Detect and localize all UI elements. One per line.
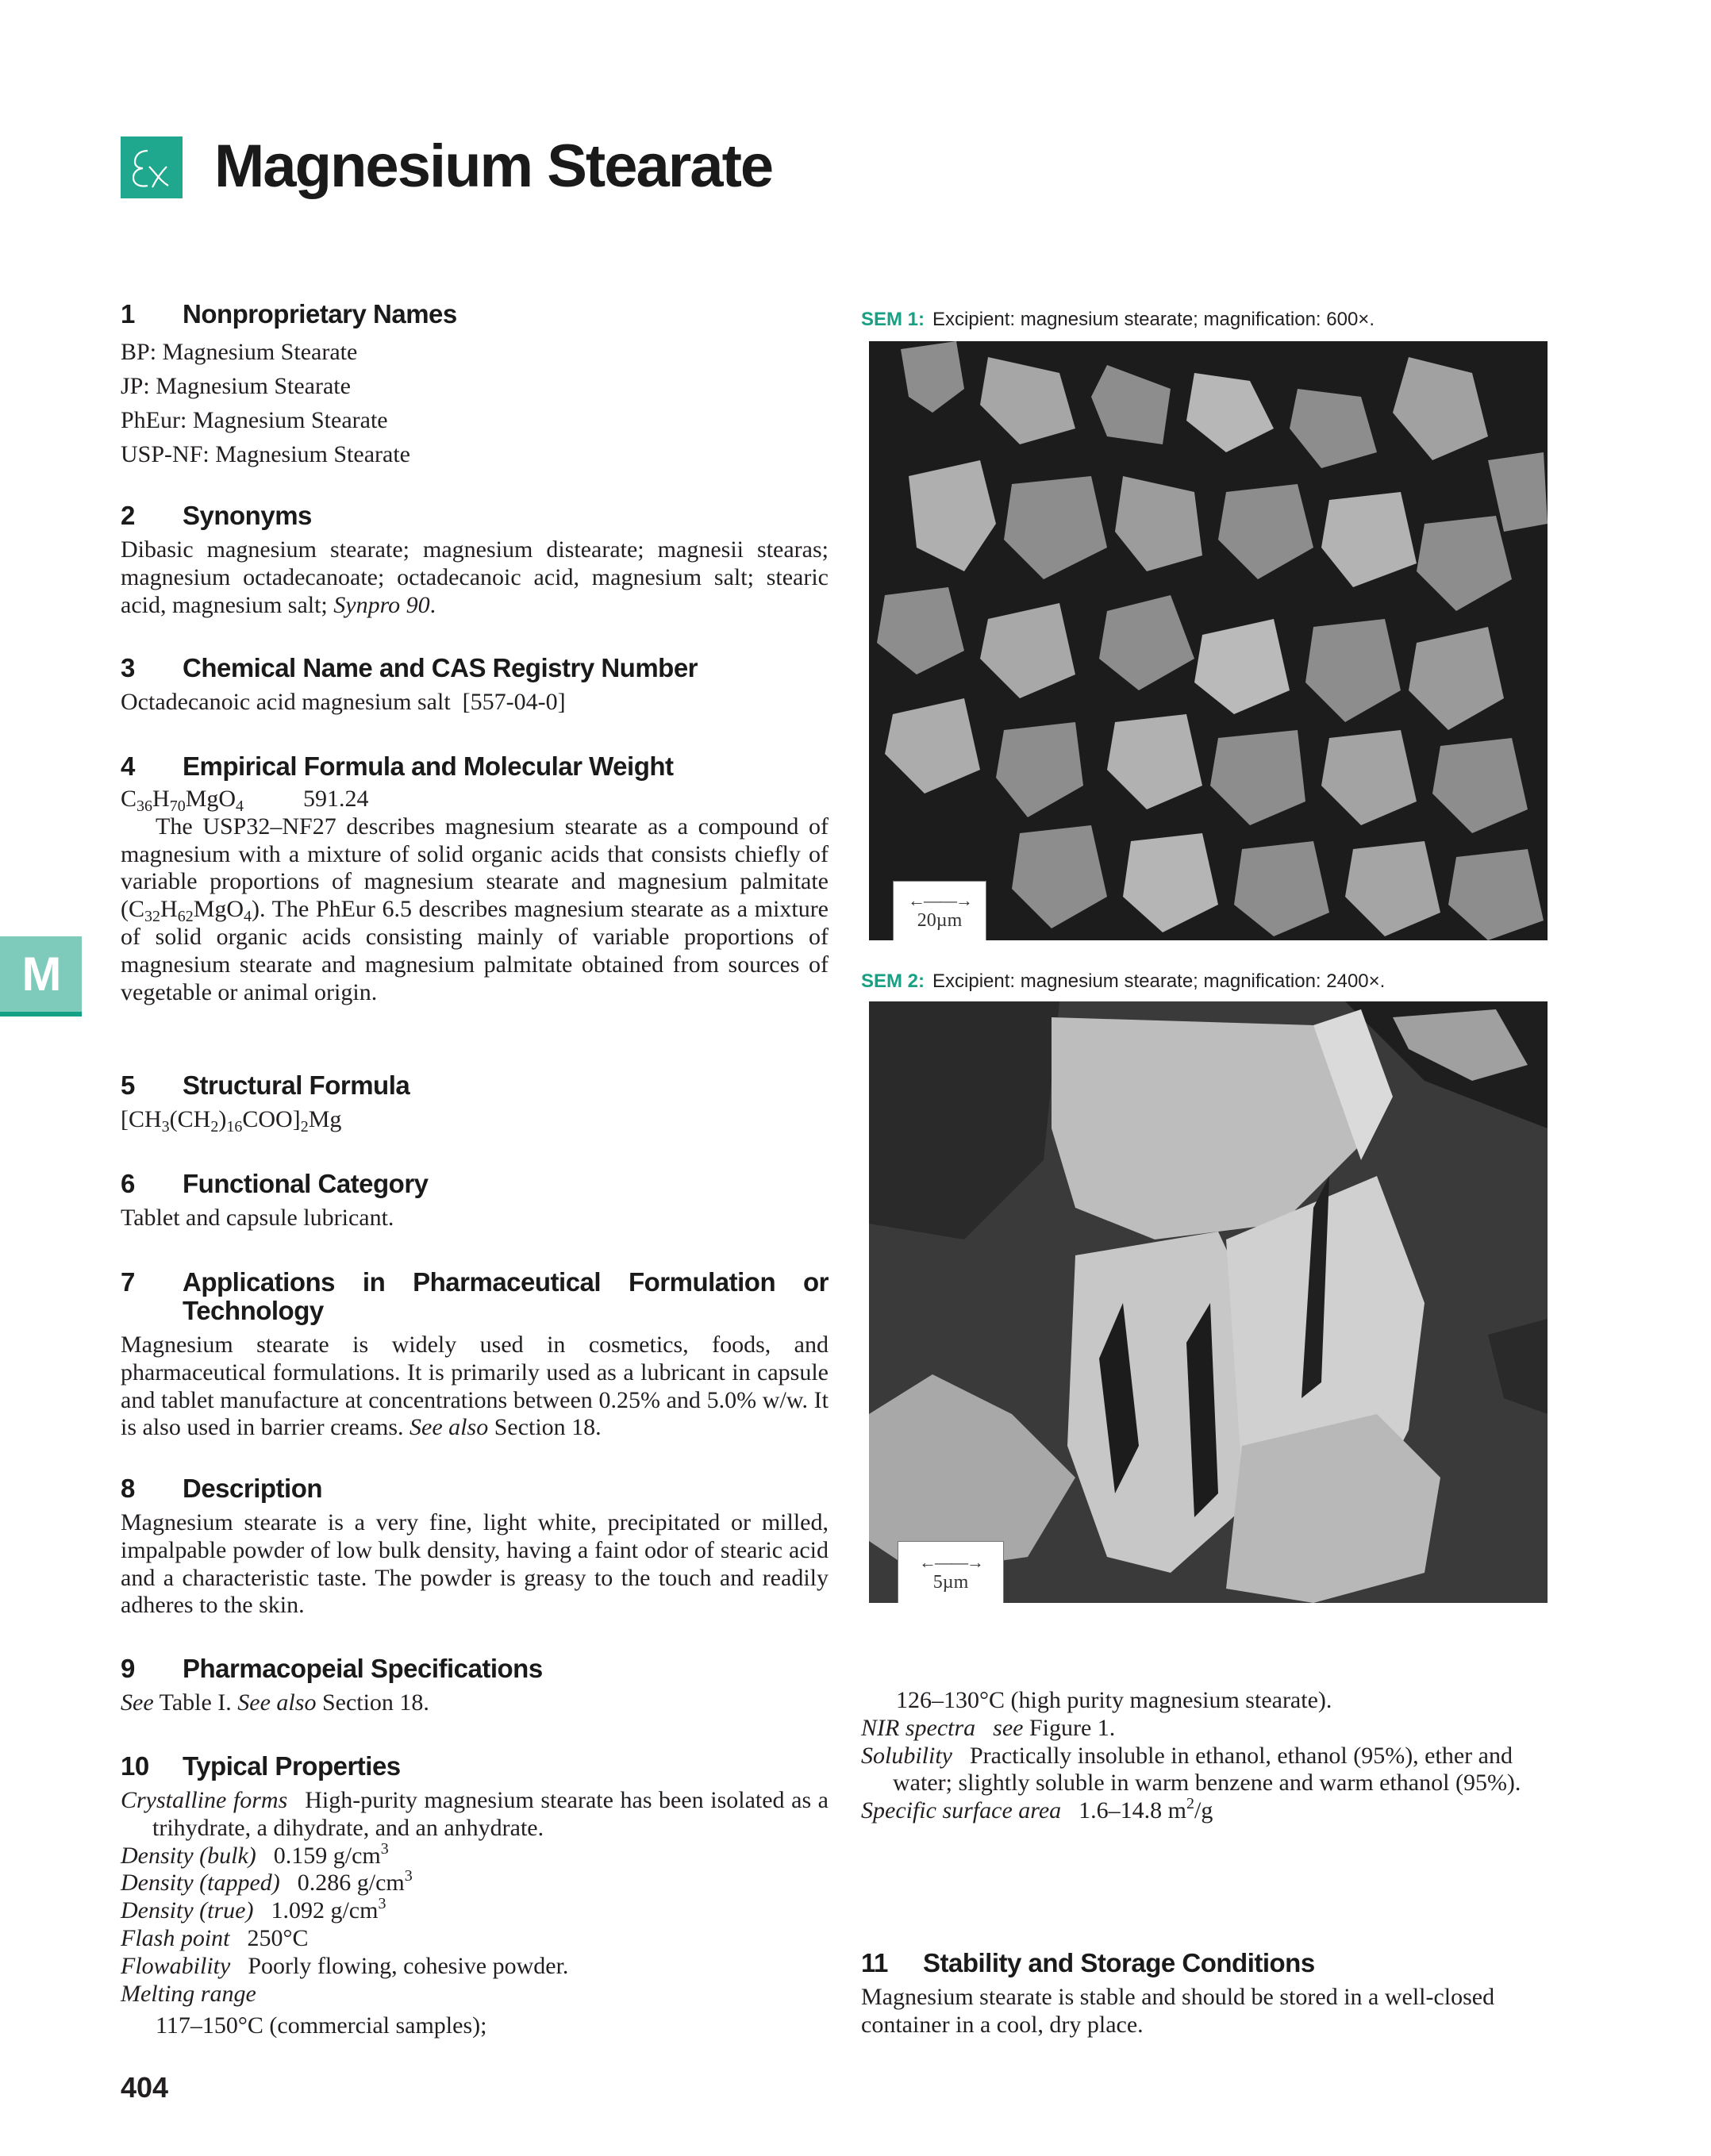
property-specific-surface-area: Specific surface area 1.6–14.8 $m^2/g$: [861, 1795, 1213, 1824]
name-pheur: PhEur: Magnesium Stearate: [121, 407, 388, 433]
name-jp: JP: Magnesium Stearate: [121, 373, 351, 399]
section-body: [121, 335, 829, 471]
section-pharmacopeial-specifications: [121, 1654, 829, 1717]
property-density-tapped: Density (tapped) 0.286 $g/cm^3$: [121, 1867, 413, 1897]
thumb-tab-letter: M: [21, 947, 60, 1001]
typical-properties-continued: [861, 1687, 1569, 1825]
section-body: [121, 1787, 829, 2040]
double-arrow-icon: ←——→: [908, 890, 971, 910]
sem2-caption: SEM 2: Excipient: magnesium stearate; magnification: 2400×.: [861, 970, 1386, 992]
double-arrow-icon: ←——→: [919, 1552, 982, 1572]
sem2-micrograph: [869, 1001, 1548, 1603]
section-nonproprietary-names: [121, 300, 829, 471]
section-heading: 8 Description: [121, 1474, 323, 1503]
melting-range-commercial: 117–150°C (commercial samples);: [156, 2012, 487, 2039]
molecular-weight: 591.24: [303, 786, 369, 812]
section-typical-properties: [121, 1752, 829, 2040]
property-flash-point: Flash point 250°C: [121, 1924, 309, 1951]
section-heading: 4 Empirical Formula and Molecular Weight: [121, 751, 674, 781]
section-stability-storage: [861, 1949, 1569, 2039]
section-heading: 9 Pharmacopeial Specifications: [121, 1654, 543, 1683]
section-heading: 1 Nonproprietary Names: [121, 299, 457, 329]
scale-bar: ←——→ 5µm: [898, 1541, 1004, 1603]
section-heading: 10 Typical Properties: [121, 1751, 401, 1781]
section-heading: 3 Chemical Name and CAS Registry Number: [121, 653, 698, 682]
figure-tag: SEM 1:: [861, 309, 925, 330]
section-body: Dibasic magnesium stearate; magnesium distearate; magnesii stearas; magnesium octadecanoate; octadecanoic acid, magnesium salt; stearic acid, magnesium salt; Synpro 90.: [121, 536, 829, 618]
section-chemical-name: [121, 654, 829, 717]
property-solubility: Solubility Practically insoluble in ethanol, ethanol (95%), ether and water; slightly soluble in warm benzene and warm ethanol (95%).: [861, 1742, 1521, 1797]
property-flowability: Flowability Poorly flowing, cohesive powder.: [121, 1952, 569, 1979]
section-structural-formula: [121, 1071, 829, 1134]
sem1-particles-image: [869, 341, 1548, 940]
property-nir-spectra: NIR spectra see Figure 1.: [861, 1714, 1116, 1741]
section-synonyms: [121, 502, 829, 619]
property-density-true: Density (true) 1.092 $g/cm^3$: [121, 1895, 386, 1924]
property-density-bulk: Density (bulk) 0.159 $g/cm^3$: [121, 1839, 389, 1869]
section-heading: 6 Functional Category: [121, 1169, 429, 1198]
sem1-caption: SEM 1: Excipient: magnesium stearate; magnification: 600×.: [861, 309, 1375, 330]
section-body: See Table I. See also Section 18.: [121, 1689, 429, 1716]
section-applications: [121, 1268, 829, 1442]
page-title: Magnesium Stearate: [214, 133, 773, 200]
sem1-micrograph: [869, 341, 1548, 940]
melting-range-high-purity: 126–130°C (high purity magnesium stearate).: [896, 1687, 1332, 1713]
section-body: Magnesium stearate is a very fine, light white, precipitated or milled, impalpable powder of low bulk density, having a faint odor of stearic acid and a characteristic taste. The powder is greasy to the touch and readily adheres to the skin.: [121, 1509, 829, 1619]
section-body: Magnesium stearate is stable and should be stored in a well-closed container in a cool, dry place.: [861, 1984, 1495, 2038]
property-crystalline-forms: Crystalline forms High-purity magnesium stearate has been isolated as a trihydrate, a dihydrate, and an anhydrate.: [121, 1787, 829, 1841]
section-body: [861, 1687, 1569, 1825]
name-usp-nf: USP-NF: Magnesium Stearate: [121, 441, 410, 467]
section-description: [121, 1474, 829, 1620]
scale-bar: ←——→ 20µm: [893, 881, 986, 940]
section-heading: 7 Applications in Pharmaceutical Formulation or Technology: [121, 1267, 829, 1325]
ex-glyph-icon: [121, 136, 183, 198]
formula-description: The USP32–NF27 describes magnesium stearate as a compound of magnesium with a mixture of solid organic acids that consists chiefly of variable proportions of magnesium stearate and magnesium palmitate $(C_{32}H_{62}MgO_4)$. The PhEur 6.5 describes magnesium stearate as a mixture of solid organic acids consisting mainly of variable proportions of magnesium stearate and magnesium palmitate obtained from sources of vegetable or animal origin.: [121, 813, 829, 1005]
section-body: Magnesium stearate is widely used in cosmetics, foods, and pharmaceutical formulations. It is primarily used as a lubricant in capsule and tablet manufacture at concentrations between 0.25% and 5.0% w/w. It is also used in barrier creams. See also Section 18.: [121, 1332, 829, 1441]
section-thumb-tab: [0, 936, 82, 1017]
property-melting-range: Melting range: [121, 1980, 256, 2007]
section-heading: 2 Synonyms: [121, 501, 312, 530]
page-number: 404: [121, 2071, 169, 2104]
empirical-formula-line: $C_{36}H_{70}MgO_4$ 591.24: [121, 786, 369, 815]
section-body: Octadecanoic acid magnesium salt [557-04-0]: [121, 689, 566, 715]
figure-tag: SEM 2:: [861, 970, 925, 992]
name-bp: BP: Magnesium Stearate: [121, 339, 358, 365]
trade-name: Synpro 90: [333, 591, 430, 618]
section-heading: 11 Stability and Storage Conditions: [861, 1948, 1315, 1977]
section-body: Tablet and capsule lubricant.: [121, 1205, 394, 1231]
structural-formula: $[CH_3(CH_2)_{16}COO]_2Mg$: [121, 1106, 342, 1136]
excipient-logo-icon: [121, 136, 183, 198]
section-heading: 5 Structural Formula: [121, 1070, 410, 1100]
sem2-crystal-image: [869, 1001, 1548, 1603]
section-empirical-formula: [121, 752, 829, 1006]
section-functional-category: [121, 1170, 829, 1232]
section-body: [121, 786, 829, 1006]
